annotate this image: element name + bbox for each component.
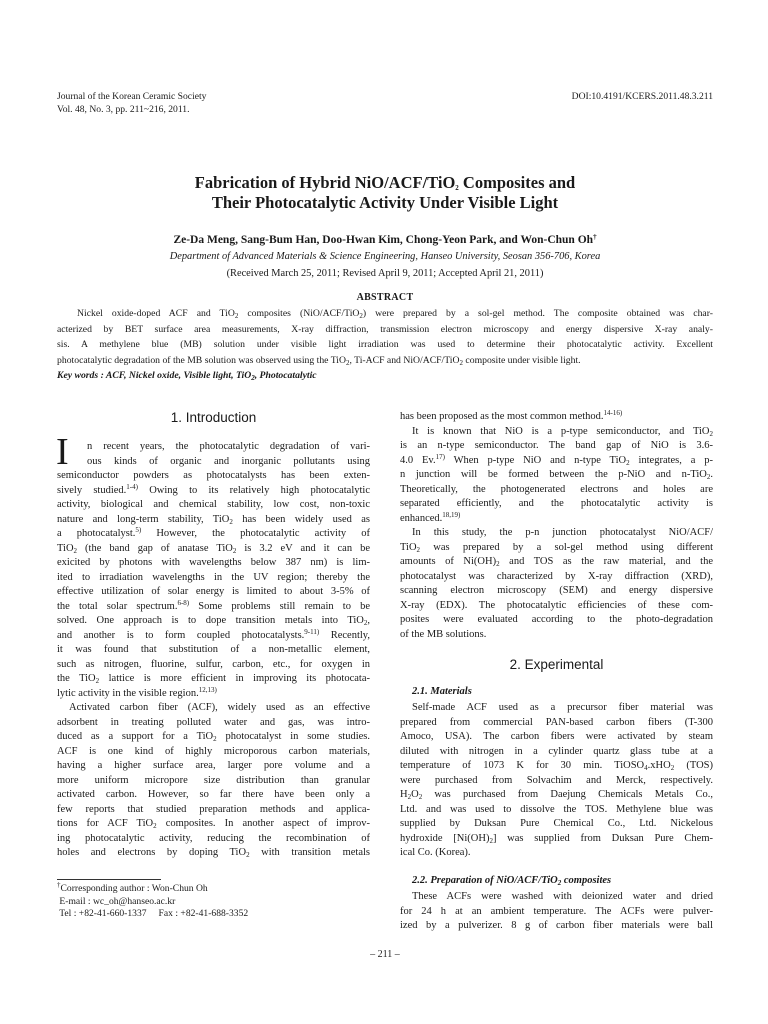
footnote-email: [57, 896, 248, 909]
text-run: such as nitrogen, fluorine, sulfur, carbon, etc., for oxygen in: [57, 658, 370, 670]
text-run: Corresponding author : Won-Chun Oh: [60, 883, 208, 894]
text-line: [57, 658, 370, 673]
subscript: 2: [213, 735, 217, 743]
footnote: [57, 883, 248, 921]
subscript: 2: [153, 822, 157, 830]
text-run: Some problems still remain to be: [189, 600, 371, 612]
text-line: [400, 701, 713, 716]
text-line: [400, 905, 713, 920]
text-line: [400, 425, 713, 440]
section-heading-experimental: 2. Experimental: [509, 657, 604, 672]
text-run: having a higher surface area, larger pore volume and a: [57, 760, 370, 771]
text-line: [400, 745, 713, 760]
abstract-heading: ABSTRACT: [356, 292, 414, 303]
text-line: [57, 484, 370, 499]
text-line: [400, 512, 713, 527]
text-line: [57, 803, 370, 818]
text-run: ous kinds of organic and inorganic pollutants using: [87, 455, 370, 467]
text-run: exicited by photons with wavelengths below 387 nm) is lim-: [57, 557, 370, 568]
subsection-heading-materials: 2.1. Materials: [412, 686, 472, 697]
article-title-line-1: [57, 173, 713, 193]
volume-info: Vol. 48, No. 3, pp. 211~216, 2011.: [57, 104, 190, 115]
text-run: ited to irradiation wavelengths in the UV region; thereby the: [57, 571, 370, 583]
text-run: solved. One approach is to dope transition metals into TiO: [57, 615, 364, 626]
left-column: [57, 440, 370, 861]
subscript: 2: [416, 545, 421, 554]
text-line: [400, 570, 713, 585]
text-run: temperature of 1073 K for 30 min. TiOSO: [400, 760, 645, 771]
paragraph: [400, 701, 713, 861]
abstract-line: [57, 306, 713, 322]
text-run: were purchased from Solvachim and Merck, respectively.: [400, 774, 713, 786]
text-run: was purchased from Daejung Chemicals Metals Co.,: [422, 789, 713, 800]
text-run: Self-made ACF used as a precursor fiber material was: [412, 702, 713, 713]
text-run: scanning electron microscopy (SEM) and energy dispersive: [400, 585, 713, 596]
text-run: for 24 h at an ambient temperature. The ACFs were pulver-: [400, 905, 713, 917]
text-run: photocatalyst in some studies.: [216, 731, 370, 742]
subscript: 2: [418, 793, 423, 801]
text-run: H: [400, 789, 408, 800]
text-run: was prepared by a sol-gel method using different: [420, 541, 713, 553]
superscript: †: [57, 881, 61, 889]
text-run: n recent years, the photocatalytic degradation of vari-: [87, 441, 370, 452]
text-line: [57, 687, 370, 702]
text-run: Fabrication of Hybrid NiO/ACF/TiO: [194, 173, 456, 192]
text-run: separated efficiently, and the photocatalytic activity is: [400, 498, 713, 509]
text-run: In this study, the p-n junction photocatalyst NiO/ACF/: [412, 527, 713, 538]
text-run: ical Co. (Korea).: [400, 847, 471, 858]
text-run: ized by a pulverizer. 8 g of carbon fiber materials were ball: [400, 920, 713, 931]
text-run: sis. A methylene blue (MB) solution under visible light irradiation was used to determine their photocatalytic activity. Excellent: [57, 339, 713, 350]
text-run: semiconductor powders as photocatalysts has been exten-: [57, 470, 370, 481]
text-run: posites were evaluated according to the photo-degradation: [400, 614, 713, 625]
text-line: [400, 497, 713, 512]
text-run: it was found that substitution of a non-metallic element,: [57, 644, 370, 655]
text-run: Ltd. and was used to dissolve the TOS. Methylene blue was: [400, 803, 713, 815]
text-run: Ze-Da Meng, Sang-Bum Han, Doo-Hwan Kim, Chong-Yeon Park, and Won-Chun Oh: [173, 234, 594, 246]
subscript: 2: [95, 677, 100, 685]
text-run: with transition metals: [249, 847, 370, 858]
text-run: (TOS): [674, 760, 713, 771]
text-line: [57, 788, 370, 803]
subscript: 2: [251, 374, 255, 382]
subscript: 2: [626, 458, 630, 467]
subscript: 2: [706, 473, 711, 481]
text-run: E-mail : wc_oh@hanseo.ac.kr: [57, 895, 176, 907]
abstract-line: [57, 337, 713, 353]
subscript: 2: [234, 312, 239, 320]
text-run: activity, biological and chemical stability, low cost, non-toxic: [57, 499, 370, 510]
text-run: O: [411, 789, 419, 800]
text-line: [400, 555, 713, 570]
text-line: [400, 759, 713, 774]
text-run: However, the photocatalytic activity of: [141, 528, 370, 539]
text-line: [57, 846, 370, 861]
subscript: 2: [345, 358, 350, 367]
author-list: [57, 232, 713, 248]
text-run: Owing to its relatively high photocatalytic: [137, 484, 370, 496]
page-number: – 211 –: [370, 949, 400, 960]
footnote-author: [57, 883, 248, 896]
text-line: [57, 469, 370, 484]
text-line: [57, 730, 370, 745]
text-line: [57, 672, 370, 687]
footnote-rule: [57, 879, 161, 880]
received-dates: (Received March 25, 2011; Revised April 9, 2011; Accepted April 21, 2011): [226, 268, 544, 279]
text-run: composites. In another aspect of improv-: [156, 818, 370, 829]
text-line: [57, 600, 370, 615]
text-run: is 3.2 eV and it can be: [236, 542, 370, 554]
text-run: , Photocatalytic: [254, 370, 317, 381]
text-line: [400, 410, 713, 425]
text-run: ACF is one kind of highly microporous carbon materials,: [57, 745, 370, 757]
text-line: [57, 440, 370, 455]
subscript: 2: [229, 517, 233, 526]
text-line: [57, 571, 370, 586]
text-run: sively studied.: [57, 484, 127, 496]
subscript: 2: [232, 546, 237, 555]
text-line: [400, 919, 713, 934]
text-run: is an n-type semiconductor. The band gap of NiO is 3.6-: [400, 440, 713, 451]
paragraph: [57, 701, 370, 861]
text-run: lattice is more efficient in improving its photocata-: [99, 673, 370, 684]
text-run: has been widely used as: [232, 513, 370, 525]
superscript: 17): [435, 452, 445, 461]
text-line: [400, 468, 713, 483]
text-run: composites: [561, 875, 612, 886]
abstract-line: [57, 353, 713, 369]
text-line: [57, 643, 370, 658]
text-line: [400, 774, 713, 789]
text-run: Key words : ACF, Nickel oxide, Visible light, TiO: [57, 370, 252, 381]
text-line: [400, 628, 713, 643]
text-line: [400, 716, 713, 731]
text-line: [57, 542, 370, 557]
text-line: [400, 832, 713, 847]
text-line: [57, 498, 370, 513]
subscript: 2: [359, 312, 363, 320]
text-run: activated carbon. However, so far there have been only a: [57, 789, 370, 800]
text-run: X-ray (EDX). The photocatalytic efficiencies of these com-: [400, 599, 713, 611]
text-run: lytic activity in the visible region.: [57, 687, 199, 699]
text-run: diluted with nitrogen in a cylinder quartz glass tube at a: [400, 745, 713, 757]
text-run: the total solar spectrum.: [57, 600, 178, 612]
subscript: 4: [644, 764, 648, 772]
text-run: Nickel oxide-doped ACF and TiO: [77, 308, 235, 319]
text-run: TiO: [57, 542, 74, 554]
text-run: photocatalyst was characterized by X-ray diffraction (XRD),: [400, 570, 713, 582]
text-line: [57, 513, 370, 528]
text-run: (the band gap of anatase TiO: [77, 542, 233, 554]
text-run: It is known that NiO is a p-type semiconductor, and TiO: [412, 425, 710, 437]
text-line: [57, 716, 370, 731]
superscript: 12,13): [198, 685, 217, 694]
text-line: [400, 613, 713, 628]
subscript: 2: [709, 429, 713, 438]
abstract-line: [57, 322, 713, 338]
text-run: Recently,: [319, 629, 370, 641]
drop-cap: I: [56, 431, 69, 473]
superscript: 6-8): [177, 598, 190, 607]
text-line: [57, 629, 370, 644]
text-run: a photocatalyst.: [57, 528, 136, 539]
text-line: [400, 846, 713, 861]
text-run: Tel : +82-41-660-1337 Fax : +82-41-688-3352: [57, 908, 249, 919]
text-line: [400, 730, 713, 745]
text-run: 4.0 Ev.: [400, 454, 436, 466]
text-line: [400, 483, 713, 498]
text-run: the TiO: [57, 673, 96, 684]
text-run: holes and electrons by doping TiO: [57, 847, 247, 858]
text-run: Activated carbon fiber (ACF), widely used as an effective: [69, 702, 370, 713]
footnote-phone: [57, 908, 248, 921]
paragraph: [400, 526, 713, 642]
subsection-heading-preparation: [400, 874, 713, 889]
text-run: composites (NiO/ACF/TiO: [238, 308, 360, 319]
text-run: These ACFs were washed with deionized water and dried: [412, 891, 713, 902]
text-run: ,: [367, 615, 370, 626]
text-run: effective utilization of solar energy is limited to about 3-5% of: [57, 586, 370, 597]
superscript: 9-11): [304, 627, 320, 636]
text-line: [400, 803, 713, 818]
text-run: ing photocatalytic activity, reducing the recombination of: [57, 832, 370, 844]
text-line: [57, 759, 370, 774]
text-run: and TOS as the raw material, and the: [499, 556, 713, 567]
text-line: [400, 599, 713, 614]
text-run: adsorbent in treating polluted water and gas, was intro-: [57, 716, 370, 728]
text-line: [57, 556, 370, 571]
text-run: ) were prepared by a sol-gel method. The composite obtained was char-: [362, 308, 713, 319]
text-run: .xHO: [647, 760, 671, 771]
text-run: supplied by Duksan Pure Chemical Co., Ltd. Nickelous: [400, 818, 713, 829]
subscript: 2: [496, 560, 500, 568]
text-run: photocatalytic degradation of the MB solution was observed using the TiO: [57, 354, 346, 366]
text-run: enhanced.: [400, 512, 443, 524]
text-line: [400, 439, 713, 454]
text-line: [57, 585, 370, 600]
text-run: Amoco, USA). The carbon fibers were activated by steam: [400, 731, 713, 742]
text-run: , Ti-ACF and NiO/ACF/TiO: [349, 354, 460, 366]
text-run: nature and long-term stability, TiO: [57, 513, 230, 525]
text-run: integrates, a p-: [629, 454, 713, 466]
journal-name: Journal of the Korean Ceramic Society: [57, 91, 207, 102]
subscript: 2: [557, 879, 562, 887]
keywords: [57, 368, 713, 384]
text-run: acterized by BET surface area measurements, X-ray diffraction, transmission electron microscopy and energy dispersive X-ray analy-: [57, 323, 713, 335]
paragraph: [400, 890, 713, 934]
superscript: 14-16): [603, 409, 623, 417]
text-run: TiO: [400, 541, 417, 553]
subscript: 2: [73, 546, 78, 555]
paragraph: [57, 440, 370, 701]
running-header: [57, 90, 206, 116]
text-run: prepared from commercial PAN-based carbon fibers (T-300: [400, 716, 713, 728]
text-line: [400, 584, 713, 599]
superscript: 5): [135, 526, 142, 534]
text-run: duced as a support for a TiO: [57, 731, 214, 742]
text-run: few reports that studied preparation methods and applica-: [57, 803, 370, 815]
subscript: 2: [455, 184, 459, 192]
section-heading-introduction: 1. Introduction: [170, 410, 257, 425]
text-run: 2.2. Preparation of NiO/ACF/TiO: [412, 875, 558, 886]
text-line: [400, 454, 713, 469]
article-title-line-2: Their Photocatalytic Activity Under Visible Light: [211, 193, 559, 212]
superscript: †: [593, 233, 597, 241]
text-line: [57, 455, 370, 470]
affiliation: Department of Advanced Materials & Science Engineering, Hanseo University, Seosan 356-706, Korea: [169, 251, 601, 262]
text-line: [57, 614, 370, 629]
text-line: [400, 788, 713, 803]
text-run: has been proposed as the most common method.: [400, 411, 604, 422]
subscript: 2: [670, 764, 675, 772]
superscript: 1-4): [126, 482, 138, 491]
text-line: [400, 890, 713, 905]
subscript: 2: [407, 793, 412, 801]
text-run: .: [710, 469, 713, 480]
subscript: 2: [489, 836, 493, 845]
text-line: [57, 527, 370, 542]
subscript: 2: [363, 619, 368, 627]
text-run: tions for ACF TiO: [57, 818, 154, 829]
text-run: and another is to form coupled photocatalysts.: [57, 629, 305, 641]
text-run: hydroxide [Ni(OH): [400, 832, 490, 844]
text-line: [400, 526, 713, 541]
superscript: 18,19): [442, 510, 461, 519]
text-run: Composites and: [458, 173, 576, 192]
subscript: 2: [246, 851, 250, 859]
text-run: amounts of Ni(OH): [400, 556, 497, 567]
text-line: [57, 774, 370, 789]
text-run: of the MB solutions.: [400, 628, 487, 640]
subscript: 2: [459, 358, 463, 367]
abstract-body: [57, 306, 713, 384]
text-line: [400, 541, 713, 556]
paragraph: [400, 425, 713, 527]
right-column-top: [400, 410, 713, 642]
text-run: Theoretically, the photogenerated electrons and holes are: [400, 483, 713, 495]
text-line: [57, 745, 370, 760]
text-run: When p-type NiO and n-type TiO: [444, 454, 627, 466]
text-line: [400, 817, 713, 832]
text-run: more uniform micropore size distribution than granular: [57, 774, 370, 786]
text-line: [57, 701, 370, 716]
paragraph: [400, 410, 713, 425]
text-run: ] was supplied from Duksan Pure Chem-: [492, 832, 713, 844]
doi: DOI:10.4191/KCERS.2011.48.3.211: [571, 91, 713, 102]
text-run: composite under visible light.: [463, 354, 581, 366]
text-run: n junction will be formed between the p-NiO and n-TiO: [400, 469, 707, 480]
text-line: [57, 817, 370, 832]
text-line: [57, 832, 370, 847]
